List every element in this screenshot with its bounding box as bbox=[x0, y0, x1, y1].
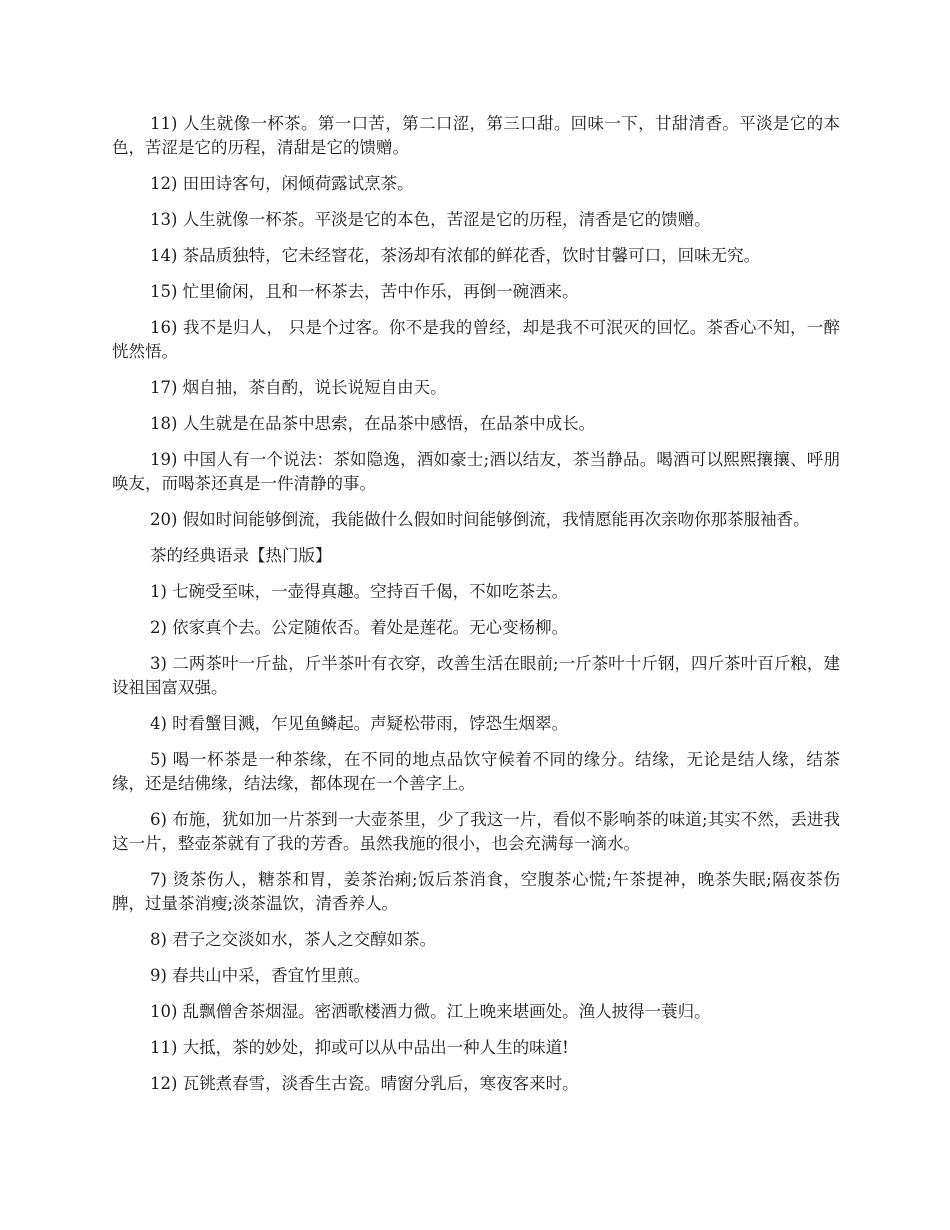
quote-paragraph: 11) 人生就像一杯茶。第一口苦，第二口涩，第三口甜。回味一下，甘甜清香。平淡是它的本色，苦涩是它的历程，清甜是它的馈赠。 bbox=[112, 114, 840, 157]
quote-paragraph: 14) 茶品质独特，它未经窨花，茶汤却有浓郁的鲜花香，饮时甘馨可口，回味无究。 bbox=[150, 246, 761, 265]
quote-paragraph: 15) 忙里偷闲，且和一杯茶去，苦中作乐，再倒一碗酒来。 bbox=[150, 282, 579, 301]
quote-paragraph: 10) 乱飘僧舍茶烟湿。密洒歌楼酒力微。江上晚来堪画处。渔人披得一蓑归。 bbox=[150, 1002, 711, 1021]
quote-paragraph: 20) 假如时间能够倒流，我能做什么假如时间能够倒流，我情愿能再次亲吻你那茶服袖香。 bbox=[150, 510, 810, 529]
quote-paragraph: 5) 喝一杯茶是一种茶缘，在不同的地点品饮守候着不同的缘分。结缘，无论是结人缘，结茶缘，还是结佛缘，结法缘，都体现在一个善字上。 bbox=[112, 750, 840, 793]
quote-paragraph: 7) 烫茶伤人，糖茶和胃，姜茶治痢;饭后茶消食，空腹茶心慌;午茶提神，晚茶失眠;隔夜茶伤脾，过量茶消瘦;淡茶温饮，清香养人。 bbox=[112, 870, 840, 913]
quote-paragraph: 11) 大抵，茶的妙处，抑或可以从中品出一种人生的味道! bbox=[150, 1038, 569, 1057]
quote-paragraph: 2) 依家真个去。公定随侬否。着处是莲花。无心变杨柳。 bbox=[150, 618, 569, 637]
quote-paragraph: 17) 烟自抽，茶自酌，说长说短自由天。 bbox=[150, 378, 447, 397]
quote-paragraph: 9) 春共山中采，香宜竹里煎。 bbox=[150, 966, 371, 985]
quote-paragraph: 16) 我不是归人， 只是个过客。你不是我的曾经，却是我不可泯灭的回忆。茶香心不知，一醉恍然悟。 bbox=[112, 318, 840, 361]
quote-paragraph: 3) 二两茶叶一斤盐，斤半茶叶有衣穿，改善生活在眼前;一斤茶叶十斤钢，四斤茶叶百斤粮，建设祖国富双强。 bbox=[112, 654, 840, 697]
quote-paragraph: 19) 中国人有一个说法：茶如隐逸，酒如豪士;酒以结友，茶当静品。喝酒可以熙熙攘攘、呼朋唤友，而喝茶还真是一件清静的事。 bbox=[112, 450, 840, 493]
quote-paragraph: 4) 时看蟹目溅，乍见鱼鳞起。声疑松带雨，饽恐生烟翠。 bbox=[150, 714, 569, 733]
quote-paragraph: 8) 君子之交淡如水，茶人之交醇如茶。 bbox=[150, 930, 437, 949]
document-body bbox=[112, 112, 840, 1108]
quote-paragraph: 18) 人生就是在品茶中思索，在品茶中感悟，在品茶中成长。 bbox=[150, 414, 596, 433]
quote-paragraph: 1) 七碗受至味，一壶得真趣。空持百千偈，不如吃茶去。 bbox=[150, 582, 569, 601]
section-heading: 茶的经典语录【热门版】 bbox=[150, 546, 332, 565]
quote-paragraph: 6) 布施，犹如加一片茶到一大壶茶里，少了我这一片，看似不影响茶的味道;其实不然，丢进我这一片，整壶茶就有了我的芳香。虽然我施的很小，也会充满每一滴水。 bbox=[112, 810, 840, 853]
quote-paragraph: 12) 瓦铫煮春雪，淡香生古瓷。晴窗分乳后，寒夜客来时。 bbox=[150, 1074, 579, 1093]
quote-paragraph: 13) 人生就像一杯茶。平淡是它的本色，苦涩是它的历程，清香是它的馈赠。 bbox=[150, 210, 711, 229]
quote-paragraph: 12) 田田诗客句，闲倾荷露试烹茶。 bbox=[150, 174, 414, 193]
